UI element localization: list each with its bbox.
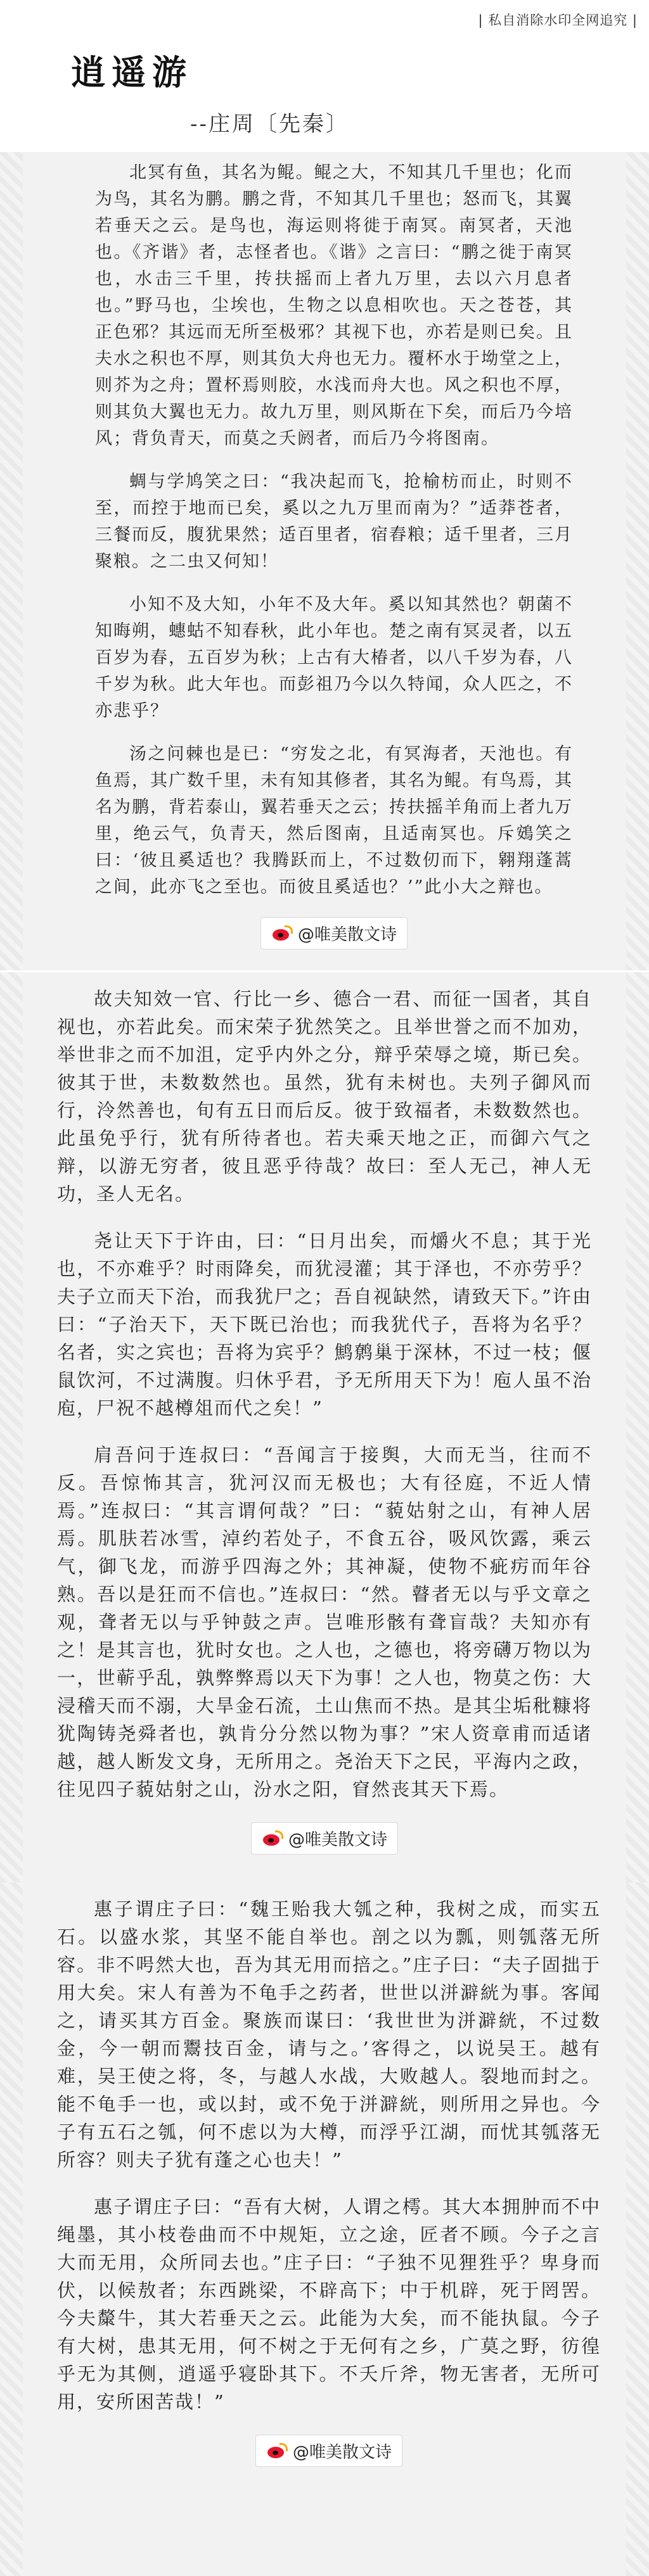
brand-badge — [57, 2435, 601, 2467]
brand-badge — [95, 917, 573, 949]
brand-badge-inner — [260, 917, 408, 949]
paragraph: 尧让天下于许由，曰：“日月出矣，而爝火不息；其于光也，不亦难乎？时雨降矣，而犹浸灌；其于泽也，不亦劳乎？夫子立而天下治，而我犹尸之；吾自视缺然，请致天下。”许由曰：“子治天下，天下既已治也；而我犹代子，吾将为名乎？名者，实之宾也；吾将为宾乎？鹪鹩巢于深林，不过一枝；偃鼠饮河，不过满腹。归休乎君，予无所用天下为！庖人虽不治庖，尸祝不越樽俎而代之矣！” — [57, 1230, 592, 1419]
paragraph: 北冥有鱼，其名为鲲。鲲之大，不知其几千里也；化而为鸟，其名为鹏。鹏之背，不知其几千里也；怒而飞，其翼若垂天之云。是鸟也，海运则将徙于南冥。南冥者，天池也。《齐谐》者，志怪者也。《谐》之言曰：“鹏之徙于南冥也，水击三千里，抟扶摇而上者九万里，去以六月息者也。”野马也，尘埃也，生物之以息相吹也。天之苍苍，其正色邪？其远而无所至极邪？其视下也，亦若是则已矣。且夫水之积也不厚，则其负大舟也无力。覆杯水于坳堂之上，则芥为之舟；置杯焉则胶，水浅而舟大也。风之积也不厚，则其负大翼也无力。故九万里，则风斯在下矣，而后乃今培风；背负青天，而莫之夭阏者，而后乃今将图南。 — [95, 163, 573, 448]
weibo-icon — [266, 2443, 288, 2459]
brand-badge-inner — [255, 2435, 402, 2467]
paragraph: 小知不及大知，小年不及大年。奚以知其然也？朝菌不知晦朔，蟪蛄不知春秋，此小年也。楚之南有冥灵者，以五百岁为春，五百岁为秋；上古有大椿者，以八千岁为春，八千岁为秋。此大年也。而彭祖乃今以久特闻，众人匹之，不亦悲乎？ — [95, 595, 573, 721]
brand-text: @唯美散文诗 — [292, 2443, 392, 2462]
weibo-icon — [271, 925, 293, 942]
brand-text: @唯美散文诗 — [297, 925, 397, 944]
paragraph: 汤之问棘也是已：“穷发之北，有冥海者，天池也。有鱼焉，其广数千里，未有知其修者，其名为鲲。有鸟焉，其名为鹏，背若泰山，翼若垂天之云；抟扶摇羊角而上者九万里，绝云气，负青天，然后图南，且适南冥也。斥鴳笑之曰：‘彼且奚适也？我腾跃而上，不过数仞而下，翱翔蓬蒿之间，此亦飞之至也。而彼且奚适也？’”此小大之辩也。 — [95, 744, 573, 897]
paragraph: 肩吾问于连叔曰：“吾闻言于接舆，大而无当，往而不反。吾惊怖其言，犹河汉而无极也；大有径庭，不近人情焉。”连叔曰：“其言谓何哉？”曰：“藐姑射之山，有神人居焉。肌肤若冰雪，淖约若处子，不食五谷，吸风饮露，乘云气，御飞龙，而游乎四海之外；其神凝，使物不疵疠而年谷熟。吾以是狂而不信也。”连叔曰：“然。瞽者无以与乎文章之观，聋者无以与乎钟鼓之声。岂唯形骸有聋盲哉？夫知亦有之！是其言也，犹时女也。之人也，之德也，将旁礴万物以为一，世蕲乎乱，孰弊弊焉以天下为事！之人也，物莫之伤：大浸稽天而不溺，大旱金石流，土山焦而不热。是其尘垢秕糠将犹陶铸尧舜者也，孰肯分分然以物为事？”宋人资章甫而适诸越，越人断发文身，无所用之。尧治天下之民，平海内之政，往见四子藐姑射之山，汾水之阳，窅然丧其天下焉。 — [57, 1444, 592, 1800]
paragraph: 故夫知效一官、行比一乡、德合一君、而征一国者，其自视也，亦若此矣。而宋荣子犹然笑之。且举世誉之而不加劝，举世非之而不加沮，定乎内外之分，辩乎荣辱之境，斯已矣。彼其于世，未数数然也。虽然，犹有未树也。夫列子御风而行，泠然善也，旬有五日而后反。彼于致福者，未数数然也。此虽免乎行，犹有所待者也。若夫乘天地之正，而御六气之辩，以游无穷者，彼且恶乎待哉？故曰：至人无己，神人无功，圣人无名。 — [57, 988, 592, 1205]
text-panel-1 — [0, 152, 649, 970]
text-panel-3 — [0, 1882, 649, 2576]
weibo-icon — [262, 1830, 283, 1847]
paragraph: 惠子谓庄子曰：“吾有大树，人谓之樗。其大本拥肿而不中绳墨，其小枝卷曲而不中规矩，立之途，匠者不顾。今子之言大而无用，众所同去也。”庄子曰：“子独不见狸狌乎？卑身而伏，以候敖者；东西跳梁，不辟高下；中于机辟，死于罔罟。今夫斄牛，其大若垂天之云。此能为大矣，而不能执鼠。今子有大树，患其无用，何不树之于无何有之乡，广莫之野，彷徨乎无为其侧，逍遥乎寝卧其下。不夭斤斧，物无害者，无所可用，安所困苦哉！” — [57, 2196, 601, 2413]
header — [0, 0, 649, 152]
brand-text: @唯美散文诗 — [288, 1830, 387, 1850]
text-panel-2 — [0, 972, 649, 1882]
brand-badge-inner — [251, 1822, 398, 1855]
brand-badge — [57, 1822, 592, 1855]
watermark-text: | 私自消除水印全网追究 | — [478, 13, 638, 28]
author-line: --庄周〔先秦〕 — [190, 111, 349, 137]
paragraph: 惠子谓庄子曰：“魏王贻我大瓠之种，我树之成，而实五石。以盛水浆，其坚不能自举也。剖之以为瓢，则瓠落无所容。非不呺然大也，吾为其无用而掊之。”庄子曰：“夫子固拙于用大矣。宋人有善为不龟手之药者，世世以洴澼絖为事。客闻之，请买其方百金。聚族而谋曰：‘我世世为洴澼絖，不过数金，今一朝而鬻技百金，请与之。’客得之，以说吴王。越有难，吴王使之将，冬，与越人水战，大败越人。裂地而封之。能不龟手一也，或以封，或不免于洴澼絖，则所用之异也。今子有五石之瓠，何不虑以为大樽，而浮乎江湖，而忧其瓠落无所容？则夫子犹有蓬之心也夫！” — [57, 1898, 601, 2171]
page-title: 逍遥游 — [71, 52, 193, 92]
paragraph: 蜩与学鸠笑之曰：“我决起而飞，抢榆枋而止，时则不至，而控于地而已矣，奚以之九万里而南为？”适莽苍者，三餐而反，腹犹果然；适百里者，宿舂粮；适千里者，三月聚粮。之二虫又何知！ — [95, 472, 573, 571]
